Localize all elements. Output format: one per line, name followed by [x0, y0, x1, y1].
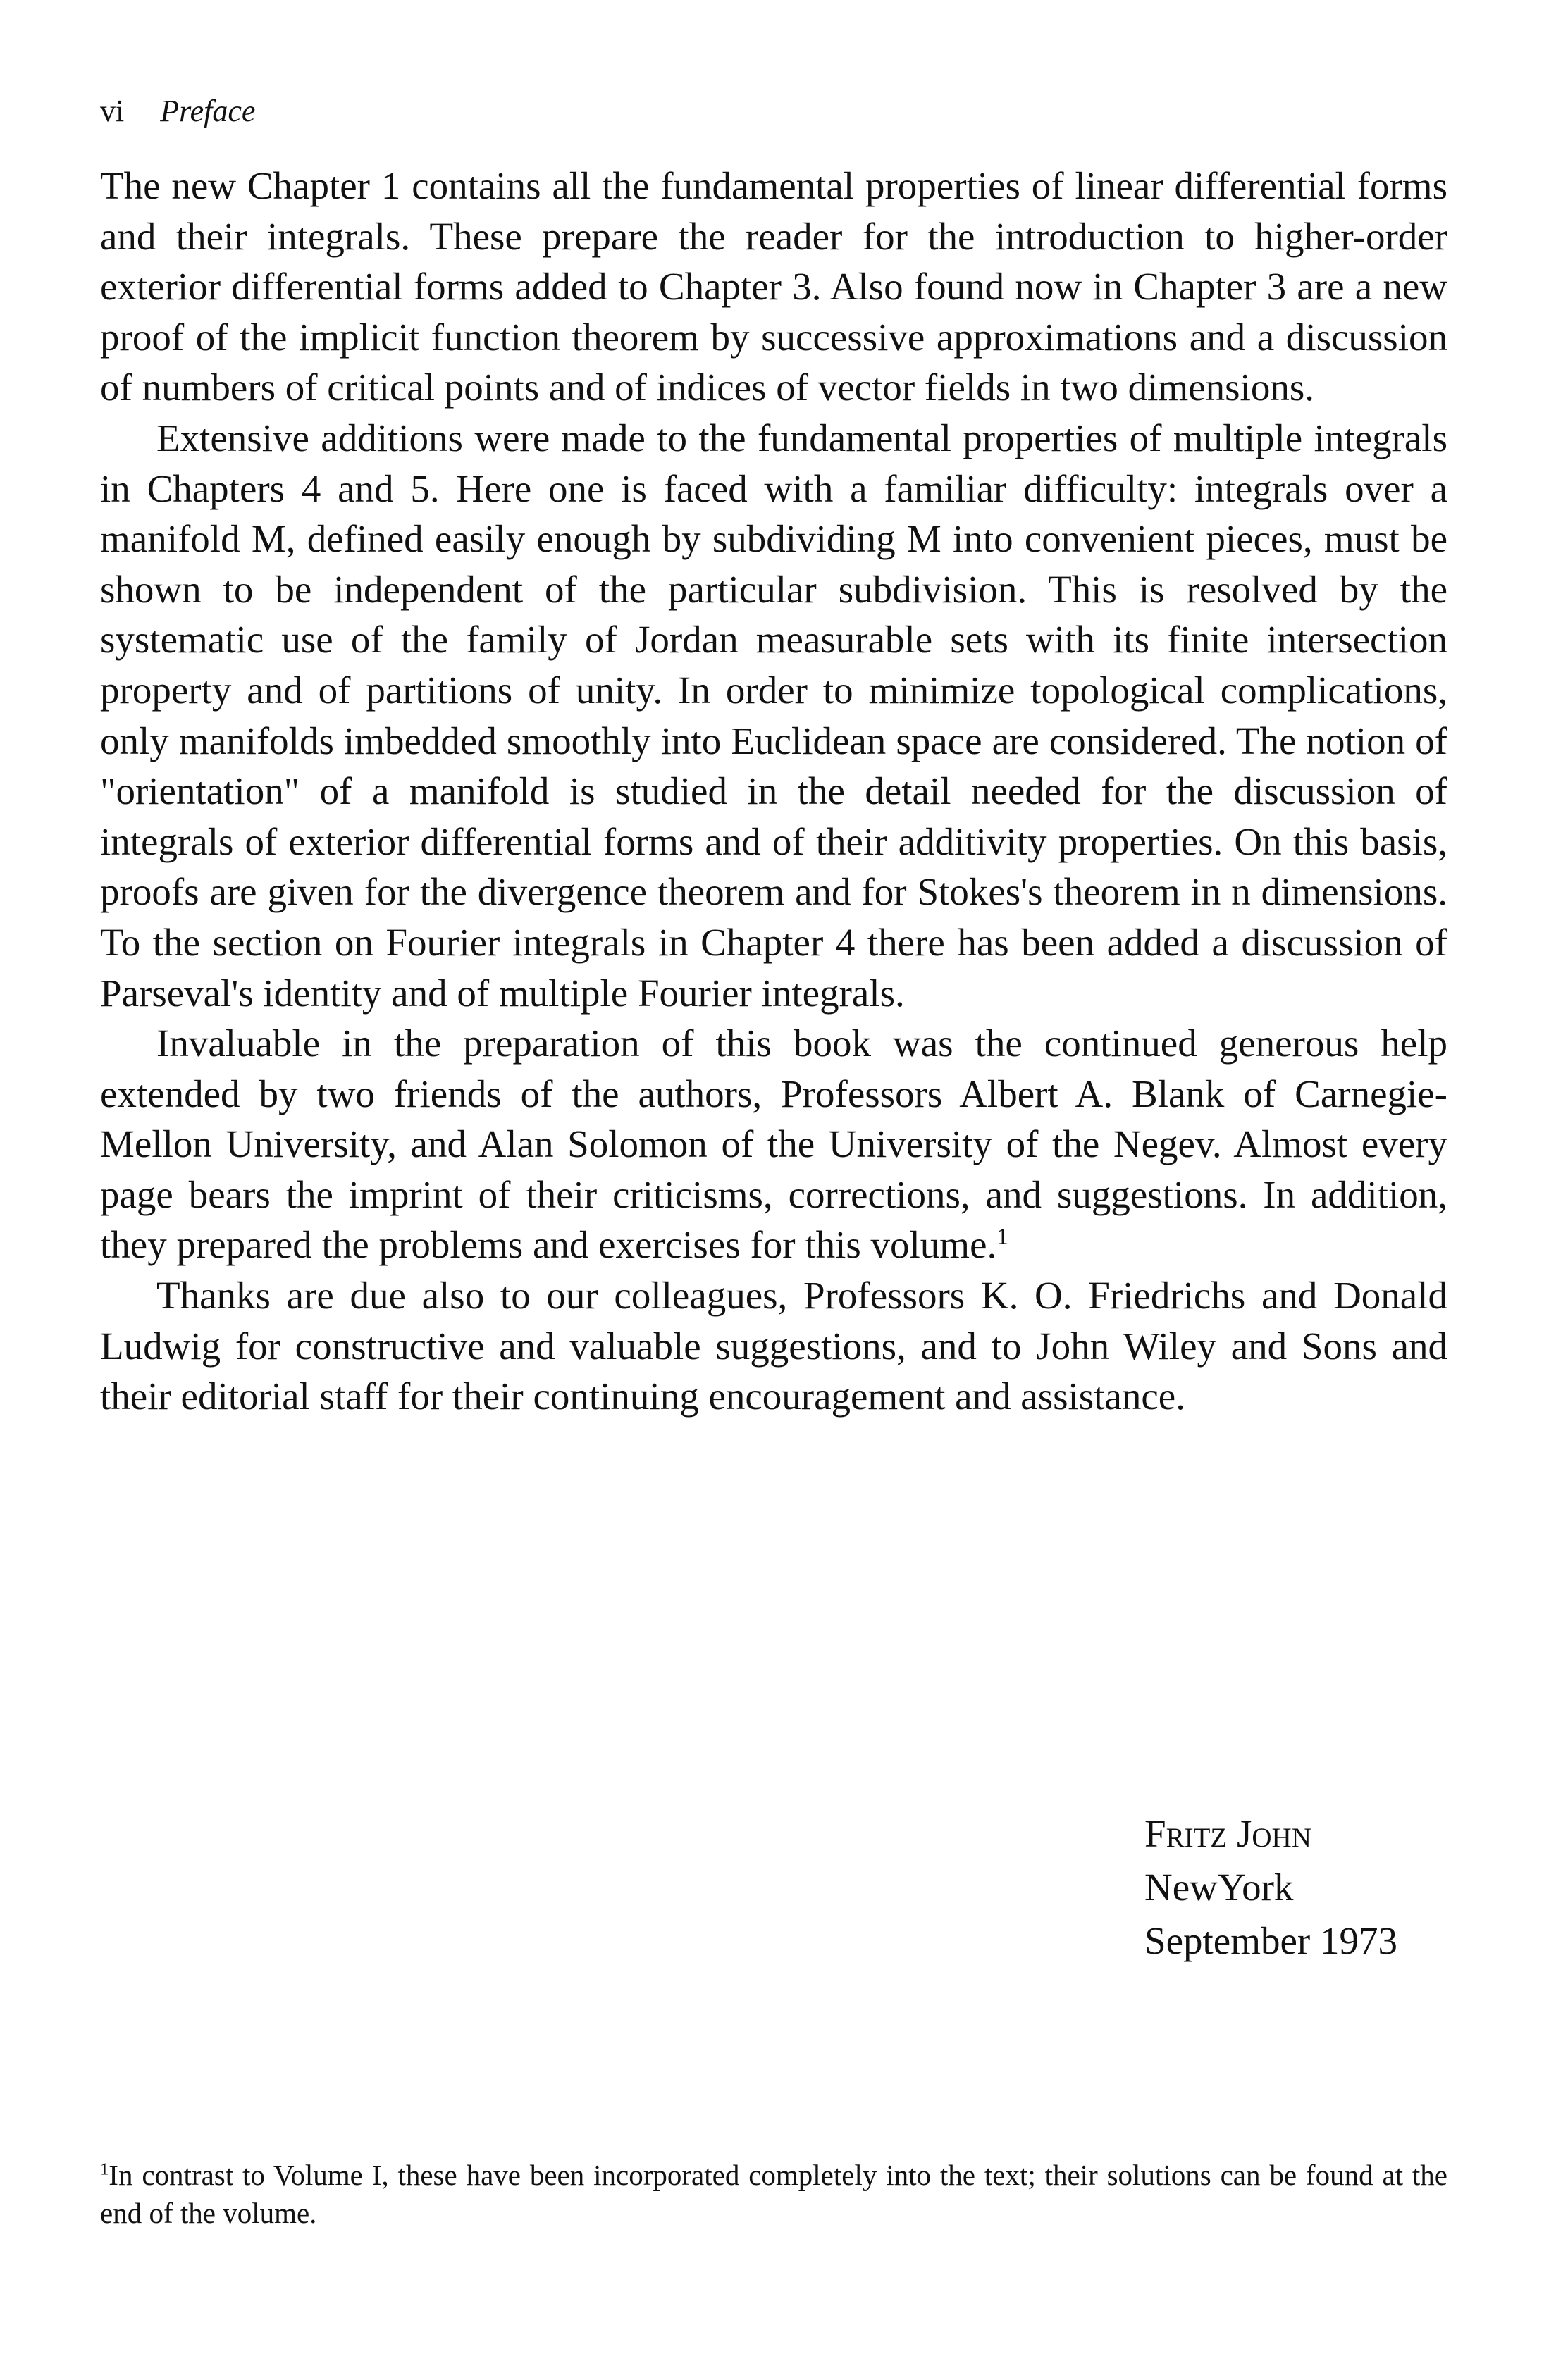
footnote — [100, 2156, 1447, 2232]
section-title: Preface — [160, 94, 256, 128]
paragraph-multiple-integrals: Extensive additions were made to the fundamental properties of multiple integrals in Chapters 4 and 5. Here one is faced with a familiar difficulty: integrals over a manifold M, defined easily enough by subdividing M into convenient pieces, must be shown to be independent of the particular subdivision. This is resolved by the systematic use of the family of Jordan measurable sets with its finite intersection property and of partitions of unity. In order to minimize topological complications, only manifolds imbedded smoothly into Euclidean space are considered. The notion of "orientation" of a manifold is studied in the detail needed for the discussion of integrals of exterior differential forms and of their additivity properties. On this basis, proofs are given for the divergence theorem and for Stokes's theorem in n dimensions. To the section on Fourier integrals in Chapter 4 there has been added a discussion of Parseval's identity and of multiple Fourier integrals. — [100, 416, 1447, 1015]
body-text — [100, 161, 1447, 1422]
signature-name: Fritz John — [1144, 1812, 1311, 1855]
footnote-text: In contrast to Volume I, these have been incorporated completely into the text; their solutions can be found at the end of the volume. — [100, 2159, 1447, 2229]
signature-block — [1144, 1807, 1397, 1968]
signature-date: September 1973 — [1144, 1919, 1397, 1962]
running-head — [100, 90, 255, 132]
paragraph-acknowledgement-colleagues: Thanks are due also to our colleagues, Professors K. O. Friedrichs and Donald Ludwig for constructive and valuable suggestions, and to John Wiley and Sons and their editorial staff for their continuing encouragement and assistance. — [100, 1274, 1447, 1418]
footnote-reference: 1 — [996, 1225, 1008, 1251]
footnote-separator — [100, 2138, 396, 2140]
signature-place: NewYork — [1144, 1866, 1294, 1909]
footnote-marker: 1 — [100, 2159, 109, 2179]
paragraph-acknowledgement-reviewers — [100, 1018, 1447, 1270]
paragraph-chapter-1: The new Chapter 1 contains all the fundamental properties of linear differential forms and their integrals. These prepare the reader for the introduction to higher-order exterior differential forms added to Chapter 3. Also found now in Chapter 3 are a new proof of the implicit function theorem by successive approximations and a discussion of numbers of critical points and of indices of vector fields in two dimensions. — [100, 164, 1447, 409]
page-number: vi — [100, 94, 125, 128]
paragraph-acknowledgement-reviewers-text: Invaluable in the preparation of this book was the continued generous help extended by two friends of the authors, Professors Albert A. Blank of Carnegie-Mellon University, and Alan Solomon of the University of the Negev. Almost every page bears the imprint of their criticisms, corrections, and suggestions. In addition, they prepared the problems and exercises for this volume. — [100, 1022, 1447, 1267]
